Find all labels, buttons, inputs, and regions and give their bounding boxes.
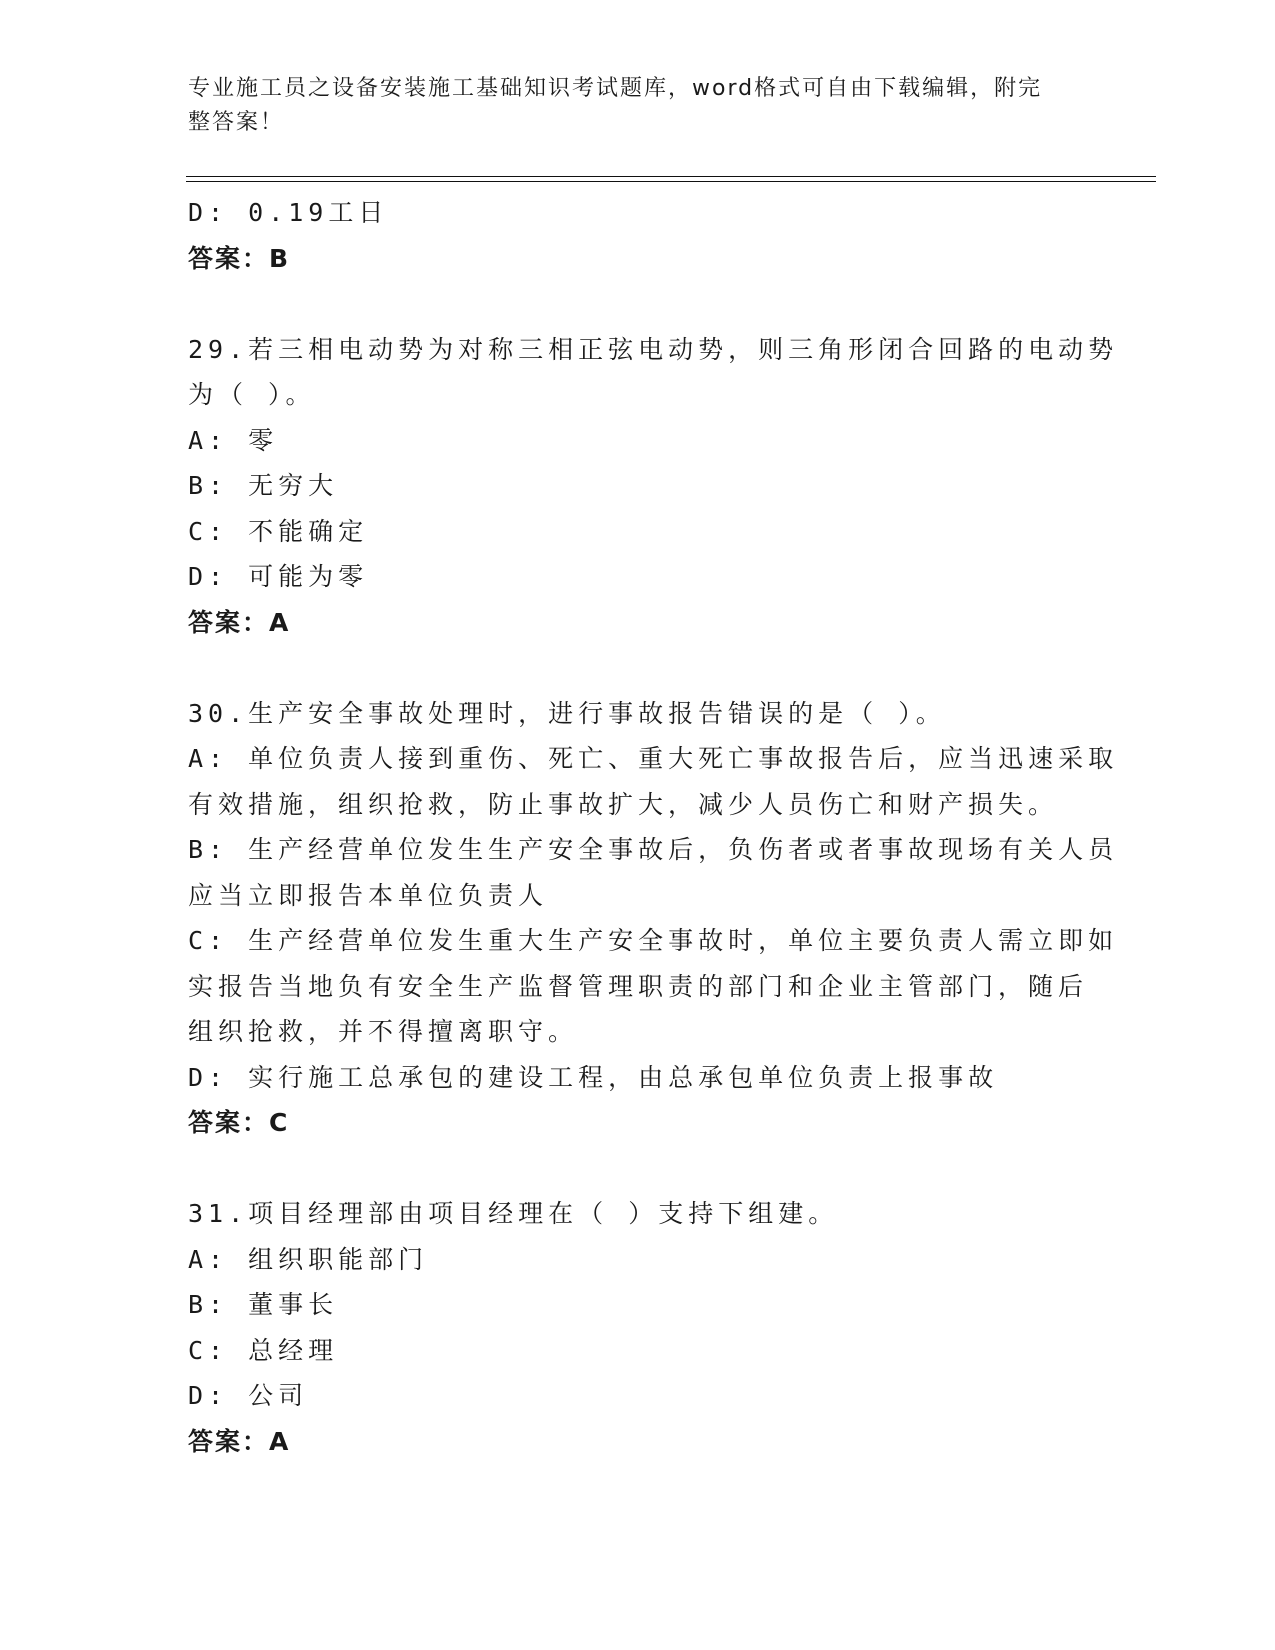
question-stem-cont: 为（ ）。	[188, 380, 316, 409]
option-d: D: 0.19工日	[188, 198, 389, 227]
spacer	[188, 1146, 1088, 1192]
header-line-2: 整答案！	[188, 110, 285, 135]
option-b-cont: 应当立即报告本单位负责人	[188, 880, 549, 910]
spacer	[188, 281, 1088, 327]
answer-line: 答案：B	[188, 243, 291, 273]
spacer	[188, 645, 1088, 691]
question-content	[188, 190, 1119, 1464]
option-b: B: 生产经营单位发生生产安全事故后，负伤者或者事故现场有关人员	[188, 835, 1119, 864]
option-b: B: 无穷大	[188, 471, 339, 500]
question-stem: 30.生产安全事故处理时，进行事故报告错误的是（ ）。	[188, 698, 946, 728]
answer-line: 答案：A	[188, 607, 291, 637]
option-a: A: 单位负责人接到重伤、死亡、重大死亡事故报告后，应当迅速采取	[188, 744, 1119, 773]
option-c: C: 总经理	[188, 1335, 339, 1365]
option-d: D: 可能为零	[188, 562, 369, 591]
option-c-cont: 实报告当地负有安全生产监督管理职责的部门和企业主管部门，随后	[188, 971, 1089, 1001]
question-31	[188, 1191, 1088, 1464]
previous-question-tail	[188, 190, 1088, 281]
question-stem: 31.项目经理部由项目经理在（ ）支持下组建。	[188, 1199, 839, 1228]
option-a: A: 零	[188, 425, 279, 455]
answer-line: 答案：C	[188, 1108, 290, 1137]
question-stem: 29.若三相电动势为对称三相正弦电动势，则三角形闭合回路的电动势	[188, 334, 1119, 364]
answer-line: 答案：A	[188, 1426, 291, 1456]
option-c-cont-2: 组织抢救，并不得擅离职守。	[188, 1017, 579, 1046]
option-a-cont: 有效措施，组织抢救，防止事故扩大，减少人员伤亡和财产损失。	[188, 789, 1059, 819]
option-d: D: 实行施工总承包的建设工程，由总承包单位负责上报事故	[188, 1062, 999, 1092]
header-line-1: 专业施工员之设备安装施工基础知识考试题库，word格式可自由下载编辑，附完	[188, 76, 1043, 101]
option-d: D: 公司	[188, 1381, 309, 1410]
header-divider-bottom	[186, 181, 1156, 182]
header-divider-top	[186, 176, 1156, 177]
question-29	[188, 327, 1119, 646]
option-c: C: 不能确定	[188, 516, 369, 546]
document-header	[188, 72, 1088, 140]
option-b: B: 董事长	[188, 1290, 339, 1319]
option-a: A: 组织职能部门	[188, 1244, 429, 1274]
option-c: C: 生产经营单位发生重大生产安全事故时，单位主要负责人需立即如	[188, 926, 1119, 955]
question-30	[188, 691, 1119, 1146]
